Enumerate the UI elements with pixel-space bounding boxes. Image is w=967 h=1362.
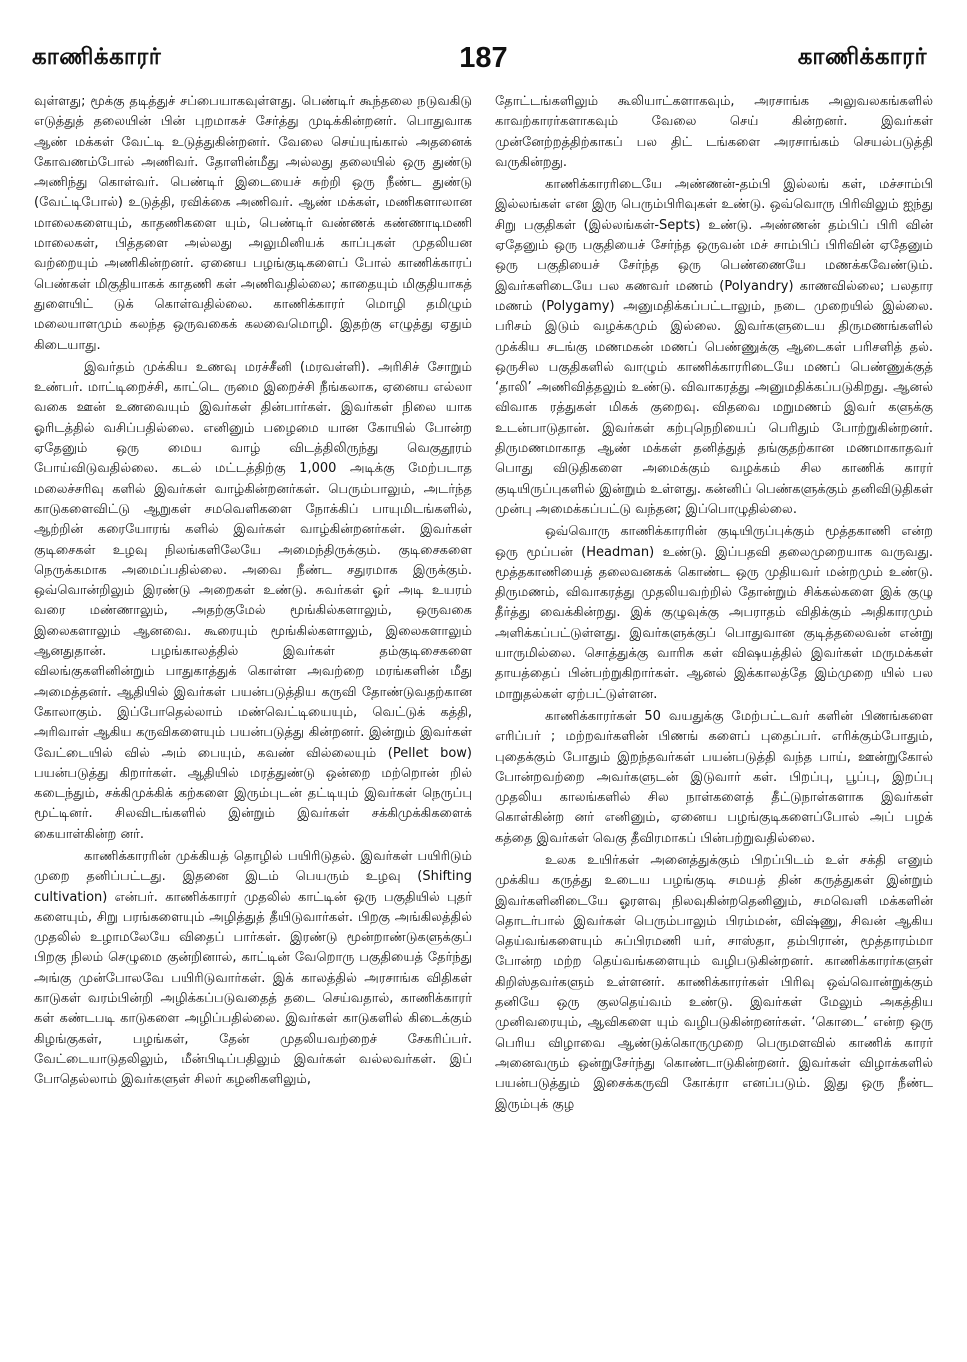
paragraph: வுள்ளது; மூக்கு தடித்துச் சப்பையாகவுள்ளது. பெண்டிர் கூந்தலை நடுவகிடு எடுத்துத் தலையின் பின் புறமாகச் சேர்த்து முடிக்கின்றனர். பொதுவாக ஆண் மக்கள் வேட்டி உடுத்துகின்றனர். வேலை செய்யுங்கால் அதனைக் கோவணம்போல் அணிவர். தோளின்மீது அல்லது தலையில் ஒரு துண்டு அணிந்து கொள்வர். பெண்டிர் இடையைச் சுற்றி ஒரு நீண்ட துண்டு (வேட்டிபோல்) உடுத்தி, ரவிக்கை அணிவர். ஆண் மக்கள், மணிகளாலான மாலைகளையும், காதணிகளை யும், பெண்டிர் வண்ணக் கண்ணாடிமணி மாலைகள், பித்தளை அல்லது அலுமினியக் காப்புகள் முதலியன வற்றையும் அணிகின்றனர். ஏனைய பழங்குடிகளைப் போல் காணிக்காரப் பெண்கள் மிகுதியாகக் காதணி கள் அணிவதில்லை; காதையும் மிகுதியாகத் துளையிட் டுக் கொள்வதில்லை. காணிக்காரர் மொழி தமிழும் மலையாளமும் கலந்த ஒருவகைக் கலவைமொழி. இதற்கு எழுத்து ஏதும் கிடையாது.	[34, 94, 472, 353]
paragraph: இவர்தம் முக்கிய உணவு மரச்சீனி (மரவள்ளி). அரிசிச் சோறும் உண்பர். மாட்டிறைச்சி, காட்டெ ருமை இறைச்சி நீங்கலாக, ஏனைய எல்லா வகை ஊன் உணவையும் இவர்கள் தின்பார்கள். இவர்கள் நிலை யாக ஓரிடத்தில் வசிப்பதில்லை. எனினும் பழைமை யான கோயில் போன்ற ஏதேனும் ஒரு மைய வாழ் விடத்திலிருந்து வெகுதூரம் போய்விடுவதில்லை. கடல் மட்டத்திற்கு 1,000 அடிக்கு மேற்படாத மலைச்சரிவு களில் இவர்கள் வாழ்கின்றனர்கள். பெரும்பாலும், அடர்ந்த காடுகளைவிட்டு ஆறுகள் சமவெளிகளை நோக்கிப் பாயுமிடங்களில், ஆற்றின் கரையோரங் களில் இவர்கள் வாழ்கின்றனர்கள். இவர்கள் குடிசைகள் உழவு நிலங்களிலேயே அமைந்திருக்கும். குடிசைகளை நெருக்கமாக அமைப்பதில்லை. அவை நீண்ட சதுரமாக இருக்கும். ஒவ்வொன்றிலும் இரண்டு அறைகள் உண்டு. சுவர்கள் ஓர் அடி உயரம் வரை மண்ணாலும், அதற்குமேல் மூங்கில்களாலும், ஒருவகை இலைகளாலும் ஆனவை. கூரையும் மூங்கில்களாலும், இலைகளாலும் ஆனதுதான். பழங்காலத்தில் இவர்கள் தம்குடிசைகளை விலங்குகளினின்றும் பாதுகாத்துக் கொள்ள அவற்றை மரங்களின் மீது அமைத்தனர். ஆதியில் இவர்கள் பயன்படுத்திய கருவி தோண்டுவதற்கான கோலாகும். இப்போதெல்லாம் மண்வெட்டியையும், வெட்டுக் கத்தி, அரிவாள் ஆகிய கருவிகளையும் பயன்படுத்து கின்றனர். இன்றும் இவர்கள் வேட்டையில் வில் அம் பையும், கவண் வில்லையும் (Pellet bow) பயன்படுத்து கிறார்கள். ஆதியில் மரத்துண்டு ஒன்றை மற்றொன் றில் கடைந்தும், சக்கிமுக்கிக் கற்களை இரும்புடன் தட்டியும் இவர்கள் நெருப்பு மூட்டினர். சிலவிடங்களில் இன்றும் இவர்கள் சக்கிமுக்கிகளைக் கையாள்கின்ற னர்.	[34, 359, 472, 842]
paragraph: தோட்டங்களிலும் கூலியாட்களாகவும், அரசாங்க அலுவலகங்களில் காவற்காரர்களாகவும் வேலை செய் கின்றனர். இவர்கள் முன்னேற்றத்திற்காகப் பல திட் டங்களை அரசாங்கம் செயல்படுத்தி வருகின்றது.	[495, 94, 933, 170]
page-header	[0, 0, 967, 80]
right-text-column	[495, 92, 933, 1354]
paragraph: காணிக்காரர்கள் 50 வயதுக்கு மேற்பட்டவர் களின் பிணங்களை எரிப்பர் ; மற்றவர்களின் பிணங் களைப் புதைப்பர். எரிக்கும்போதும், புதைக்கும் போதும் இறந்தவர்கள் பயன்படுத்தி வந்த பாய், ஊன்றுகோல் போன்றவற்றை அவர்களுடன் இடுவார் கள். பிறப்பு, பூப்பு, இறப்பு முதலிய காலங்களில் சில நாள்களைத் தீட்டுநாள்களாக இவர்கள் கொள்கின்ற னர் எனினும், ஏனைய பழங்குடிகளைப்போல் அப் பழக் கத்தை இவர்கள் வெகு தீவிரமாகப் பின்பற்றுவதில்லை.	[495, 708, 933, 846]
left-text-column	[34, 92, 472, 1354]
running-title-left: காணிக்காரர்	[32, 44, 162, 70]
paragraph: காணிக்காரரின் முக்கியத் தொழில் பயிரிடுதல். இவர்கள் பயிரிடும் முறை தனிப்பட்டது. இதனை இடம் பெயரும் உழவு (Shifting cultivation) என்பர். காணிக்காரர் முதலில் காட்டின் ஒரு பகுதியில் புதர் களையும், சிறு பரங்களையும் அழித்துத் தீயிடுவார்கள். பிறகு அங்கிலத்தில் முதலில் உழாமலேயே விதைப் பார்கள். இரண்டு மூன்றாண்டுகளுக்குப் பிறகு நிலம் செழுமை குன்றினால், காட்டின் வேறொரு பகுதியைத் தேர்ந்து அங்கு முன்போலவே பயிரிடுவார்கள். இக் காலத்தில் அரசாங்க விதிகள் காடுகள் வரம்பின்றி அழிக்கப்படுவதைத் தடை செய்வதால், காணிக்காரர் கள் கண்டபடி காடுகளை அழிப்பதில்லை. இவர்கள் காடுகளில் கிடைக்கும் கிழங்குகள், பழங்கள், தேன் முதலியவற்றைச் சேகரிப்பர். வேட்டையாடுதலிலும், மீன்பிடிப்பதிலும் இவர்கள் வல்லவர்கள். இப் போதெல்லாம் இவர்களுள் சிலர் கழனிகளிலும்,	[34, 848, 472, 1088]
running-title-right: காணிக்காரர்	[797, 44, 927, 70]
paragraph: காணிக்காரரிடையே அண்ணன்-தம்பி இல்லங் கள், மச்சாம்பி இல்லங்கள் என இரு பெரும்பிரிவுகள் உண்டு. ஒவ்வொரு பிரிவிலும் ஐந்து சிறு பகுதிகள் (இல்லங்கள்-Septs) உண்டு. அண்ணன் தம்பிப் பிரி வின் ஏதேனும் ஒரு பகுதியைச் சேர்ந்த ஒருவன் மச் சாம்பிப் பிரிவின் ஏதேனும் ஒரு பகுதியைச் சேர்ந்த ஒரு பெண்ணையே மணக்கவேண்டும். இவர்களிடையே பல கணவர் மணம் (Polyandry) காணவில்லை; பலதார மணம் (Polygamy) அனுமதிக்கப்பட்டாலும், நடை முறையில் இல்லை. பரிசம் இடும் வழக்கமும் இல்லை. இவர்களுடைய திருமணங்களில் முக்கிய சடங்கு மணமகன் மணப் பெண்ணுக்கு ஆடைகள் பரிசளித் தல். ஒருசில பகுதிகளில் வாழும் காணிக்காரரிடையே மணப் பெண்ணுக்குத் ‘தாலி’ அணிவித்தலும் உண்டு. விவாகரத்து அனுமதிக்கப்படுகிறது. ஆனல் விவாக ரத்துகள் மிகக் குறைவு. விதவை மறுமணம் இவர் களுக்கு உடன்பாடுதான். இவர்கள் கற்புநெறியைப் பெரிதும் போற்றுகின்றனர். திருமணமாகாத ஆண் மக்கள் தனித்துத் தங்குதற்கான மணமாகாதவர் பொது விடுதிகளை அமைக்கும் வழக்கம் சில காணிக் காரர் குடியிருப்புகளில் இன்றும் உள்ளது. கன்னிப் பெண்களுக்கும் தனிவிடுதிகள் முன்பு அமைக்கப்பட்டு வந்தன; இப்பொழுதில்லை.	[495, 177, 933, 517]
page-number: 187	[459, 42, 508, 74]
paragraph: உலக உயிர்கள் அனைத்துக்கும் பிறப்பிடம் உள் சக்தி எனும் முக்கிய கருத்து உடைய பழங்குடி சமயத் தின் கருத்துகள் இன்றும் இவர்களினிடையே ஓரளவு நிலவுகின்றதெனினும், சமவெளி மக்களின் தொடர்பால் இவர்கள் பெரும்பாலும் பிரம்மன், விஷ்ணு, சிவன் ஆகிய தெய்வங்களையும் சுப்பிரமணி யர், சாஸ்தா, தம்பிரான், மூத்தாரம்மா போன்ற மற்ற தெய்வங்களையும் வழிபடுகின்றனர். காணிக்காரர்களுள் கிறிஸ்தவர்களும் உள்ளனர். காணிக்காரர்கள் பிரிவு ஒவ்வொன்றுக்கும் தனியே ஒரு குலதெய்வம் உண்டு. இவர்கள் மேலும் அகத்திய முனிவரையும், ஆவிகளை யும் வழிபடுகின்றனர்கள். ‘கொடை’ என்ற ஒரு பெரிய விழாவை ஆண்டுக்கொருமுறை பெருமளவில் காணிக் காரர் அனைவரும் ஒன்றுசேர்ந்து கொண்டாடுகின்றனர். இவர்கள் விழாக்களில் பயன்படுத்தும் இசைக்கருவி கோக்ரா எனப்படும். இது ஒரு நீண்ட இரும்புக் குழ	[495, 852, 933, 1112]
paragraph: ஒவ்வொரு காணிக்காரரின் குடியிருப்புக்கும் மூத்தகாணி என்ற ஒரு மூப்பன் (Headman) உண்டு. இப்பதவி தலைமுறையாக வருவது. மூத்தகாணியைத் தலைவனகக் கொண்ட ஒரு முதியவர் மன்றமும் உண்டு. திருமணம், விவாகரத்து முதலியவற்றில் தோன்றும் சிக்கல்களை இக் குழு தீர்த்து வைக்கின்றது. இக் குழுவுக்கு அபராதம் விதிக்கும் அதிகாரமும் அளிக்கப்பட்டுள்ளது. இவர்களுக்குப் பொதுவான குடித்தலைவன் என்று யாருமில்லை. சொத்துக்கு வாரிசு கள் விஷயத்தில் இவர்கள் மருமக்கள் தாயத்தைப் பின்பற்றுகிறார்கள். ஆனல் இக்காலத்தே இம்முறை யில் பல மாறுதல்கள் ஏற்பட்டுள்ளன.	[495, 524, 933, 702]
